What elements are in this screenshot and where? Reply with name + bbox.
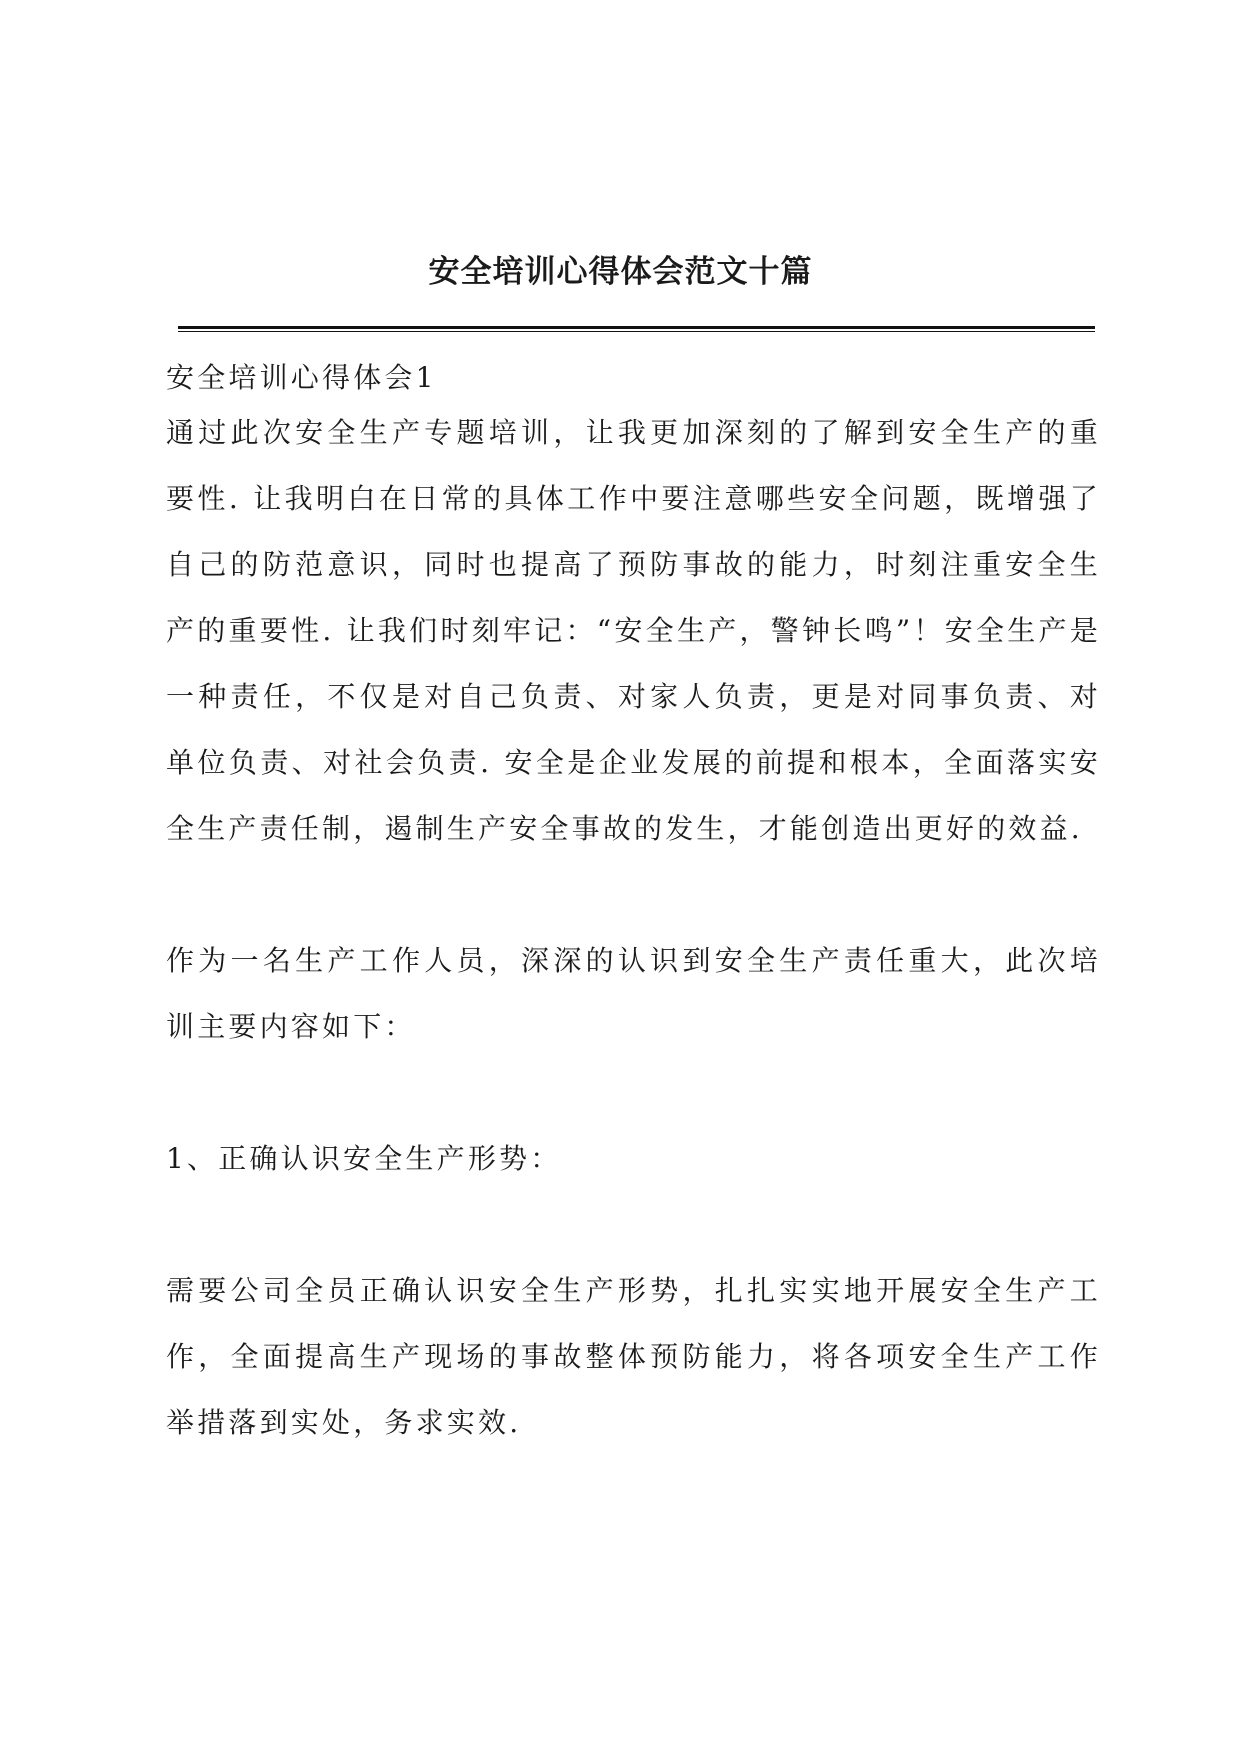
paragraph-intro: 通过此次安全生产专题培训，让我更加深刻的了解到安全生产的重要性. 让我明白在日常的具体工作中要注意哪些安全问题，既增强了自己的防范意识，同时也提高了预防事故的能力，时刻注重安全生产的重要性. 让我们时刻牢记：“安全生产，警钟长鸣”！安全生产是一种责任，不仅是对自己负责、对家人负责，更是对同事负责、对单位负责、对社会负责. 安全是企业发展的前提和根本，全面落实安全生产责任制，遏制生产安全事故的发生，才能创造出更好的效益.	[166, 416, 1101, 845]
document-title: 安全培训心得体会范文十篇	[428, 254, 813, 290]
document-body	[166, 356, 1101, 1456]
paragraph-role: 作为一名生产工作人员，深深的认识到安全生产责任重大，此次培训主要内容如下：	[166, 944, 1101, 1043]
paragraph-gap	[166, 1192, 1101, 1258]
title-rule-thick	[178, 326, 1095, 329]
section-heading: 安全培训心得体会1	[166, 361, 437, 394]
paragraph-item-body: 需要公司全员正确认识安全生产形势，扎扎实实地开展安全生产工作，全面提高生产现场的事故整体预防能力，将各项安全生产工作举措落到实处，务求实效.	[166, 1274, 1101, 1439]
paragraph-item-heading: 1、正确认识安全生产形势：	[166, 1142, 562, 1175]
paragraph-gap	[166, 1060, 1101, 1126]
title-rule-thin	[178, 331, 1095, 332]
paragraph-gap	[166, 862, 1101, 928]
